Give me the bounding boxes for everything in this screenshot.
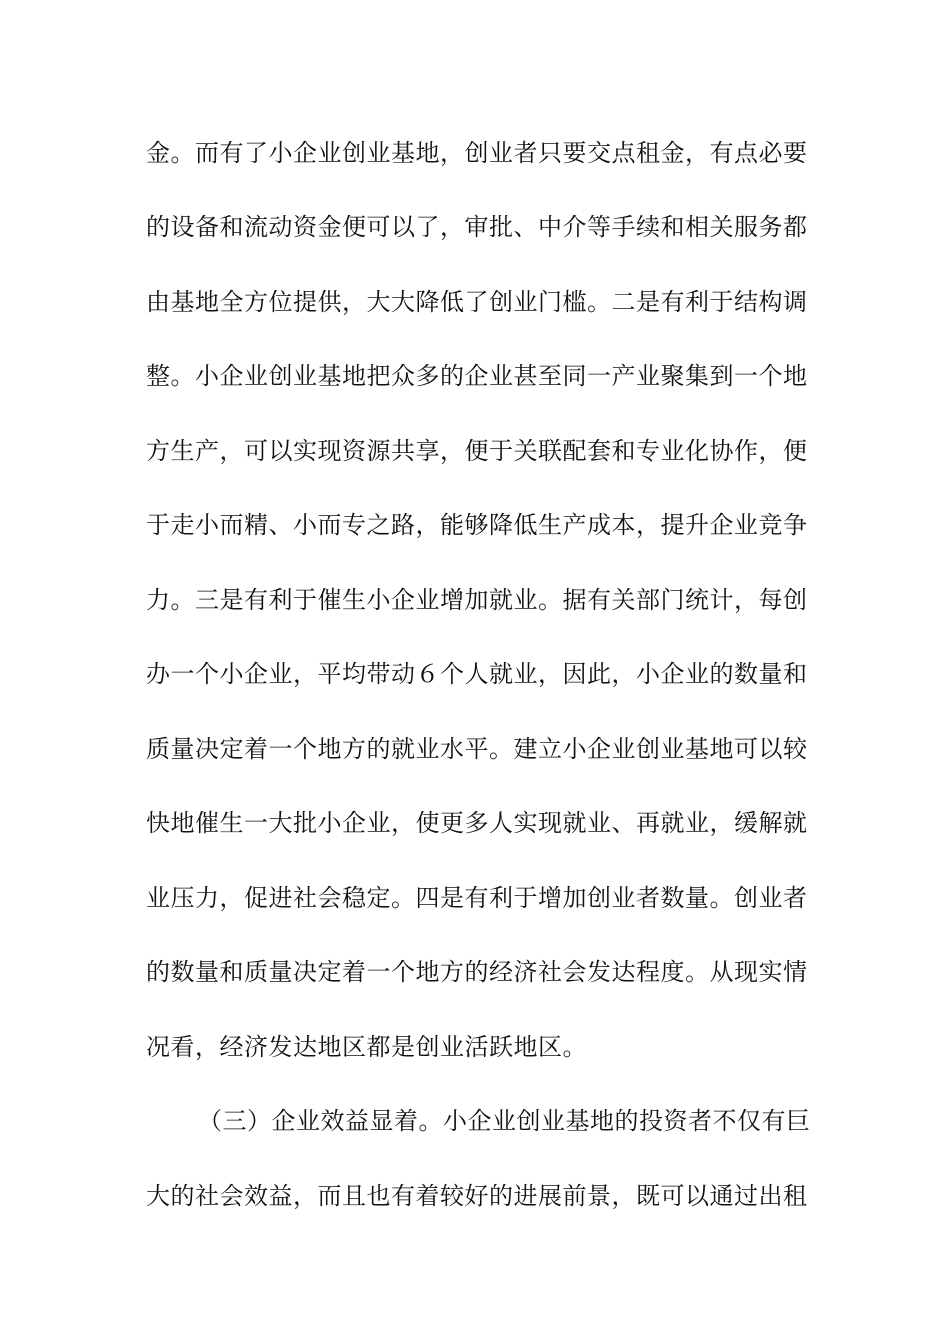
- text-line: 大的社会效益，而且也有着较好的进展前景，既可以通过出租: [146, 1182, 808, 1210]
- paragraph-start-line: （三）企业效益显着。小企业创业基地的投资者不仅有巨: [198, 1107, 811, 1135]
- text-line: 的设备和流动资金便可以了，审批、中介等手续和相关服务都: [146, 213, 808, 241]
- text-line: 业压力，促进社会稳定。四是有利于增加创业者数量。创业者: [146, 884, 808, 912]
- text-line: 方生产，可以实现资源共享，便于关联配套和专业化协作，便: [146, 437, 808, 465]
- text-line: 质量决定着一个地方的就业水平。建立小企业创业基地可以较: [146, 735, 808, 763]
- text-line: 整。小企业创业基地把众多的企业甚至同一产业聚集到一个地: [146, 362, 808, 390]
- text-line: 况看，经济发达地区都是创业活跃地区。: [146, 1033, 587, 1061]
- text-line: 由基地全方位提供，大大降低了创业门槛。二是有利于结构调: [146, 288, 808, 316]
- text-line: 的数量和质量决定着一个地方的经济社会发达程度。从现实情: [146, 958, 808, 986]
- text-line: 金。而有了小企业创业基地，创业者只要交点租金，有点必要: [146, 139, 808, 167]
- text-line: 办一个小企业，平均带动６个人就业，因此，小企业的数量和: [146, 660, 808, 688]
- text-line: 于走小而精、小而专之路，能够降低生产成本，提升企业竞争: [146, 511, 808, 539]
- text-line: 力。三是有利于催生小企业增加就业。据有关部门统计，每创: [146, 586, 808, 614]
- text-line: 快地催生一大批小企业，使更多人实现就业、再就业，缓解就: [146, 809, 808, 837]
